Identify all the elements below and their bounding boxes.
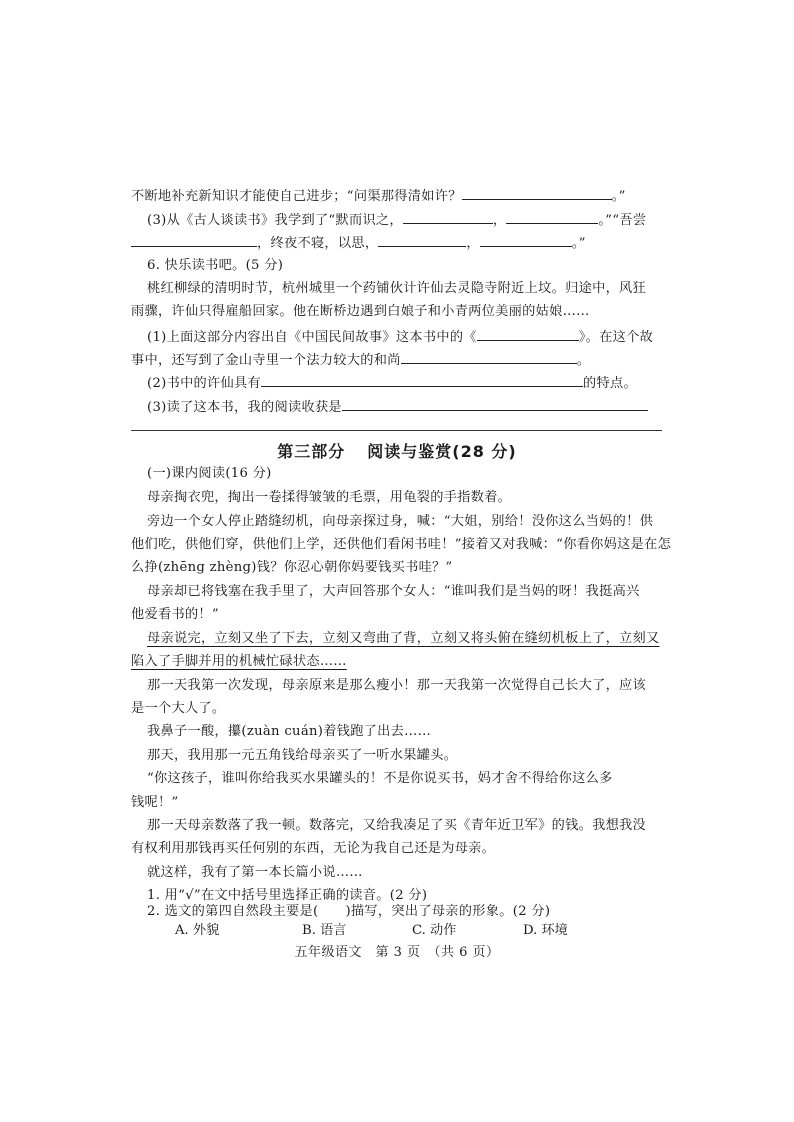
answer-blank[interactable] [403, 210, 493, 224]
excerpt-line: 桃红柳绿的清明时节，杭州城里一个药铺伙计许仙去灵隐寺附近上坟。归途中，风狂 [147, 281, 647, 296]
passage-line: 那天，我用那一元五角钱给母亲买了一听水果罐头。 [147, 748, 458, 763]
text: 》。在这个故 [578, 330, 654, 345]
passage-line: 钱呢！” [131, 795, 179, 810]
passage-line: 我鼻子一酸，攥(zuàn cuán)着钱跑了出去…… [147, 724, 432, 739]
section-title-part: 第三部分 [277, 442, 346, 461]
answer-blank[interactable] [506, 210, 598, 224]
passage-line: 那一天母亲数落了我一顿。数落完，又给我凑足了买《青年近卫军》的钱。我想我没 [147, 818, 647, 833]
passage-line: 是一个大人了。 [131, 701, 226, 716]
answer-blank[interactable] [342, 397, 648, 411]
text-line [147, 373, 637, 393]
passage-line: 那一天我第一次发现，母亲原来是那么瘦小！那一天我第一次觉得自己长大了，应该 [147, 678, 647, 693]
underlined-passage-line: 陷入了手脚并用的机械忙碌状态…… [131, 654, 347, 669]
passage-line: “你这孩子，谁叫你给我买水果罐头的！不是你说买书，妈才舍不得给你这么多 [147, 771, 613, 786]
text: 。”“吾尝 [598, 213, 647, 228]
option-d[interactable]: D. 环境 [523, 923, 568, 938]
answer-blank[interactable] [261, 373, 583, 387]
underlined-passage-line: 母亲说完，立刻又坐了下去，立刻又弯曲了背，立刻又将头俯在缝纫机板上了，立刻又 [147, 631, 660, 646]
page-footer: 五年级语文 第 3 页 （共 6 页） [294, 945, 500, 960]
text: 。” [571, 236, 586, 251]
passage-line: 他们吃，供他们穿，供他们上学，还供他们看闲书哇！”接着又对我喊：“你看你妈这是在怎 [131, 537, 672, 552]
passage-line: 旁边一个女人停止踏缝纫机，向母亲探过身，喊：“大姐，别给！没你这么当妈的！供 [147, 514, 654, 529]
text-line [147, 397, 648, 417]
answer-blank[interactable] [477, 327, 579, 341]
question-6: 6. 快乐读书吧。(5 分) [147, 258, 284, 273]
answer-blank[interactable] [401, 350, 577, 364]
text: (3)从《古人谈读书》我学到了“默而识之， [147, 213, 403, 228]
text: 事中，还写到了金山寺里一个法力较大的和尚 [131, 353, 401, 368]
option-c[interactable]: C. 动作 [412, 923, 457, 938]
answer-blank[interactable] [480, 233, 572, 247]
text-line [131, 186, 626, 206]
passage-line: 就这样，我有了第一本长篇小说…… [147, 865, 363, 880]
passage-line: 有权利用那钱再买任何别的东西，无论为我自己还是为母亲。 [131, 841, 496, 856]
text: 的特点。 [583, 376, 637, 391]
option-a[interactable]: A. 外貌 [175, 923, 220, 938]
answer-blank[interactable] [131, 233, 257, 247]
text: 。” [611, 189, 626, 204]
text-line [131, 233, 586, 253]
text: (2)书中的许仙具有 [147, 376, 261, 391]
subsection-title: (一)课内阅读(16 分) [147, 466, 272, 481]
passage-line: 他爱看书的！” [131, 607, 219, 622]
passage-line: 母亲却已将钱塞在我手里了，大声回答那个女人：“谁叫我们是当妈的呀！我挺高兴 [147, 584, 640, 599]
text: (3)读了这本书，我的阅读收获是 [147, 400, 342, 415]
section-divider [131, 430, 662, 431]
text: ，终夜不寝，以思， [257, 236, 379, 251]
text: ， [492, 213, 507, 228]
answer-blank[interactable] [462, 186, 612, 200]
text: (1)上面这部分内容出自《中国民间故事》这本书中的《 [147, 330, 477, 345]
passage-line: 么挣(zhēng zhèng)钱？你忍心朝你妈要钱买书哇？” [131, 560, 453, 575]
text-line [131, 350, 590, 370]
section-title-name: 阅读与鉴赏(28 分) [367, 442, 517, 461]
section-title [0, 439, 794, 462]
text: ， [466, 236, 480, 251]
option-b[interactable]: B. 语言 [302, 923, 347, 938]
text-line [147, 327, 653, 347]
text: 不断地补充新知识才能使自己进步；“问渠那得清如许？ [131, 189, 462, 204]
answer-blank[interactable] [378, 233, 466, 247]
excerpt-line: 雨骤，许仙只得雇船回家。他在断桥边遇到白娘子和小青两位美丽的姑娘…… [131, 304, 590, 319]
passage-line: 母亲掏衣兜，掏出一卷揉得皱皱的毛票，用龟裂的手指数着。 [147, 490, 512, 505]
question-2: 2. 选文的第四自然段主要是( )描写，突出了母亲的形象。(2 分) [147, 904, 551, 919]
text: 。 [576, 353, 591, 368]
question-1: 1. 用“√”在文中括号里选择正确的读音。(2 分) [147, 888, 428, 903]
text-line [147, 210, 646, 230]
